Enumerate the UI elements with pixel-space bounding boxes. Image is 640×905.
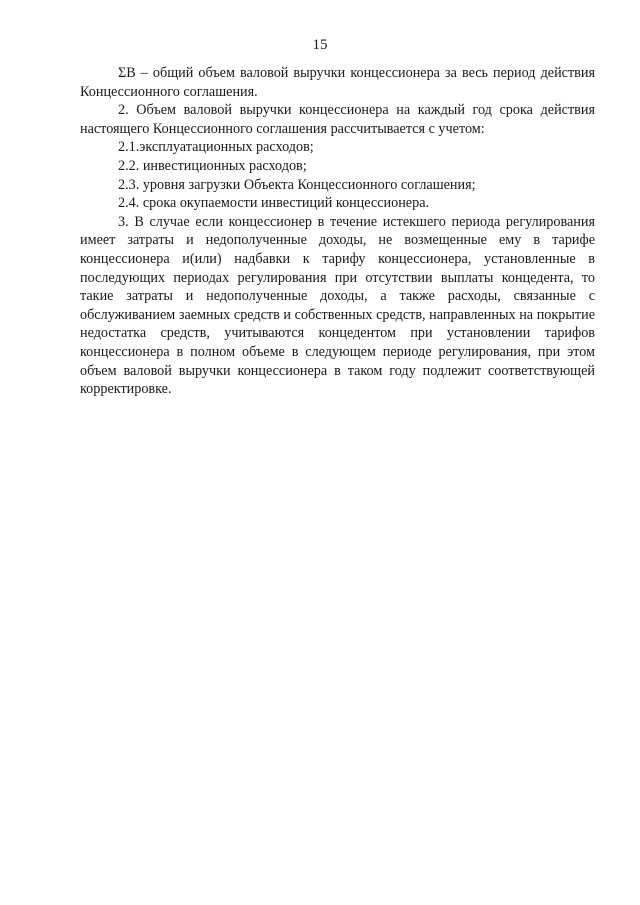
- clause-2-paragraph: 2. Объем валовой выручки концессионера на каждый год срока действия настоящего Концессионного соглашения рассчитывается с учетом:: [80, 102, 595, 137]
- clause-3-paragraph: 3. В случае если концессионер в течение истекшего периода регулирования имеет затраты и недополученные доходы, не возмещенные ему в тарифе концессионера и(или) надбавки к тарифу концессионера, установленные в последующих периодах регулирования при отсутствии выплаты концедента, то такие затраты и недополученные доходы, а также расходы, связанные с обслуживанием заемных средств и собственных средств, направленных на покрытие недостатка средств, учитываются концедентом при установлении тарифов концессионера в полном объеме в следующем периоде регулирования, при этом объем валовой выручки концессионера в таком году подлежит соответствующей корректировке.: [80, 213, 595, 398]
- document-body: [80, 64, 595, 399]
- clause-2-3-item: 2.3. уровня загрузки Объекта Концессионного соглашения;: [118, 176, 476, 193]
- page-number: 15: [312, 37, 328, 53]
- sum-definition-paragraph: ΣB – общий объем валовой выручки концессионера за весь период действия Концессионного соглашения.: [80, 65, 595, 100]
- clause-2-2-item: 2.2. инвестиционных расходов;: [118, 157, 307, 174]
- clause-2-4-item: 2.4. срока окупаемости инвестиций концессионера.: [118, 195, 430, 212]
- clause-2-1-item: 2.1.эксплуатационных расходов;: [118, 139, 314, 156]
